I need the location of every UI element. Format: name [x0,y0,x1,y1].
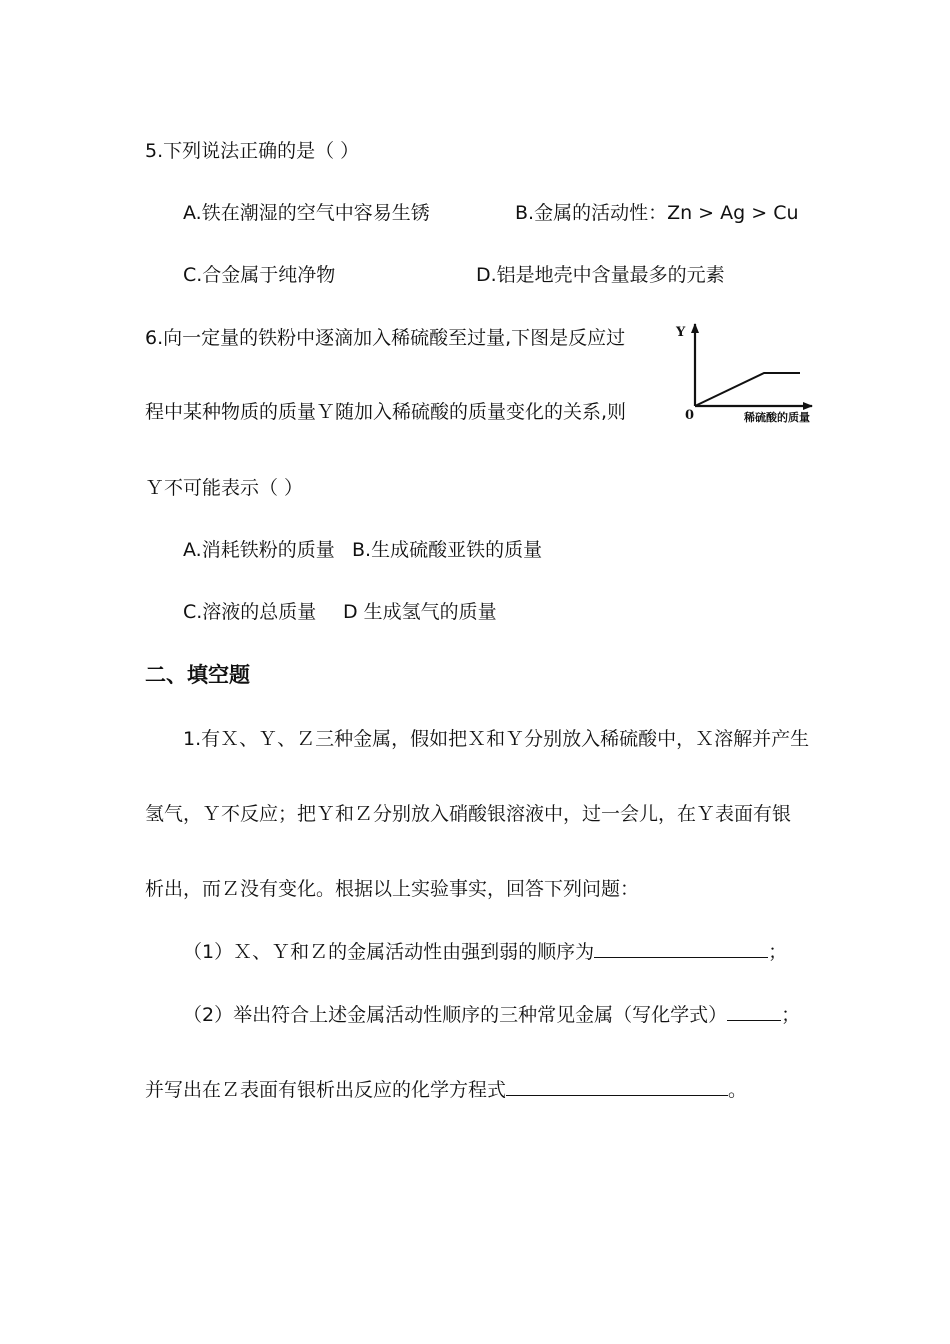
section-title: 二、填空题 [145,663,250,687]
sub1-end: ； [768,941,788,963]
q6-option-b: B.生成硫酸亚铁的质量 [352,539,543,561]
q6-stem-line3: Ｙ不可能表示（ ） [145,477,304,499]
sub2-answer-blank[interactable] [727,1002,781,1021]
sub3-end: 。 [728,1079,748,1101]
q6-stem-line1: 6.向一定量的铁粉中逐滴加入稀硫酸至过量,下图是反应过 [145,327,626,349]
fill1-line2: 氢气，Ｙ不反应；把Ｙ和Ｚ分别放入硝酸银溶液中，过一会儿，在Ｙ表面有银 [145,803,792,825]
graph-curve [695,373,800,406]
sub1-answer-blank[interactable] [594,939,768,958]
sub2-text: （2）举出符合上述金属活动性顺序的三种常见金属（写化学式） [183,1004,728,1026]
q6-graph [672,318,832,428]
fill1-sub3 [145,1077,747,1102]
fill1-sub2 [183,1002,800,1027]
sub3-text: 并写出在Ｚ表面有银析出反应的化学方程式 [145,1079,507,1101]
q5-option-b: B.金属的活动性：Zn > Ag > Cu [515,202,799,224]
fill1-sub1 [183,939,787,964]
q5-option-d: D.铝是地壳中含量最多的元素 [476,264,725,286]
sub1-text: （1）Ｘ、Ｙ和Ｚ的金属活动性由强到弱的顺序为 [183,941,595,963]
q6-option-a: A.消耗铁粉的质量 [183,539,335,561]
q6-option-c: C.溶液的总质量 [183,601,317,623]
fill1-line3: 析出，而Ｚ没有变化。根据以上实验事实，回答下列问题： [145,878,640,900]
sub3-answer-blank[interactable] [506,1077,728,1096]
q6-stem-line2: 程中某种物质的质量Ｙ随加入稀硫酸的质量变化的关系,则 [145,401,627,423]
q5-option-c: C.合金属于纯净物 [183,264,336,286]
q5-option-a: A.铁在潮湿的空气中容易生锈 [183,202,430,224]
graph-origin-label: 0 [685,408,695,423]
q5-stem: 5.下列说法正确的是（ ） [145,140,360,162]
graph-y-label: Y [676,325,686,340]
fill1-line1: 1.有Ｘ、Ｙ、Ｚ三种金属，假如把Ｘ和Ｙ分别放入稀硫酸中，Ｘ溶解并产生 [183,728,810,750]
graph-x-label: 稀硫酸的质量 [744,411,810,424]
q6-option-d: D 生成氢气的质量 [343,601,497,623]
sub2-end: ； [781,1004,801,1026]
